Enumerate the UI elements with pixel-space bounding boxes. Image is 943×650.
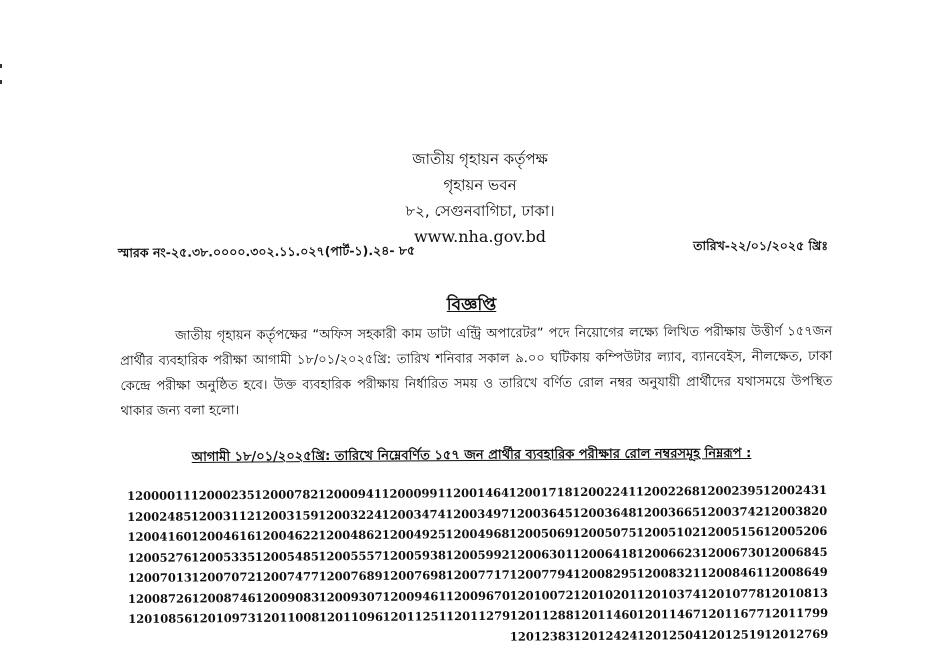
roll-number: 12010201	[573, 587, 638, 602]
roll-number: 12011460	[573, 607, 638, 623]
roll-subheading: আগামী ১৮/০১/২০২৫খ্রি: তারিখে নিম্নেবর্ণিত ১৫৭ জন প্রার্থীর ব্যবহারিক পরীক্ষার রোল নম্বরসমূহ নিম্নরূপ :	[191, 446, 752, 465]
roll-number: 12001718	[508, 485, 573, 500]
roll-number-table	[127, 480, 828, 650]
roll-number: 12007013	[127, 570, 192, 585]
roll-number: 12004622	[254, 528, 319, 543]
roll-number: 12005069	[508, 526, 574, 541]
roll-number: 12000235	[190, 487, 255, 503]
roll-number: 12003648	[572, 505, 637, 520]
notice-body-wrap	[120, 319, 833, 424]
roll-number: 12006845	[763, 544, 828, 559]
roll-number: 12003820	[763, 503, 828, 518]
roll-number: 12003474	[381, 506, 446, 522]
roll-number: 12008295	[572, 566, 638, 582]
roll-number: 12008726	[127, 590, 193, 606]
roll-number: 12005276	[127, 549, 192, 565]
roll-number	[192, 628, 256, 649]
roll-number	[446, 626, 510, 647]
roll-number: 12006730	[699, 544, 765, 560]
roll-number: 12004968	[445, 526, 510, 542]
roll-number: 12009670	[445, 588, 511, 603]
roll-number: 12002485	[127, 508, 192, 524]
roll-number: 12010856	[128, 611, 193, 626]
roll-number: 12002241	[572, 484, 637, 500]
roll-number: 12010813	[763, 585, 828, 600]
roll-number: 12005992	[445, 547, 510, 562]
roll-number: 12010374	[636, 586, 701, 602]
roll-number: 12005335	[191, 549, 256, 564]
scan-edge-mark	[0, 80, 2, 84]
roll-number: 12000991	[381, 486, 446, 501]
roll-number: 12005206	[763, 523, 828, 539]
building-name: গৃহায়ন ভবন	[443, 176, 517, 194]
roll-number: 12004925	[381, 527, 446, 542]
roll-number: 12010973	[191, 610, 256, 626]
roll-number: 12009083	[255, 589, 320, 605]
roll-number: 12002395	[699, 483, 764, 499]
roll-number: 12007689	[318, 568, 383, 584]
roll-number: 12007477	[254, 569, 320, 584]
roll-subheading-wrap	[0, 441, 943, 471]
website: www.nha.gov.bd	[413, 227, 547, 246]
roll-number: 12003224	[317, 507, 383, 522]
roll-number: 12012519	[700, 626, 765, 642]
roll-number: 12003159	[254, 507, 319, 523]
memo-date: তারিখ-২২/০১/২০২৫ খ্রিঃ	[693, 238, 828, 253]
roll-number: 12007717	[445, 567, 510, 583]
roll-number: 12012383	[509, 628, 574, 644]
roll-number: 12000011	[127, 488, 192, 503]
address: ৮২, সেগুনবাগিচা, ঢাকা।	[405, 202, 555, 220]
roll-number	[128, 629, 192, 650]
roll-number: 12009461	[382, 588, 447, 604]
roll-number: 12012424	[573, 628, 638, 643]
roll-number: 12007698	[382, 568, 447, 583]
scan-edge-mark	[0, 64, 2, 68]
roll-number: 12003645	[508, 505, 573, 521]
roll-number: 12003497	[445, 506, 510, 521]
roll-number: 12000782	[254, 487, 319, 502]
roll-number: 12001464	[444, 485, 510, 501]
roll-number: 12002268	[635, 484, 700, 499]
roll-number: 12009307	[318, 589, 383, 604]
roll-number: 12012504	[637, 627, 702, 643]
roll-number: 12005485	[254, 548, 319, 564]
roll-number: 12006301	[509, 546, 574, 562]
roll-number: 12007794	[509, 567, 574, 582]
roll-number: 12011799	[764, 605, 829, 621]
roll-number: 12011008	[255, 610, 320, 625]
roll-number: 12011677	[700, 606, 765, 622]
roll-number: 12008649	[763, 564, 828, 580]
roll-number: 12008746	[191, 590, 256, 605]
roll-number: 12011467	[636, 606, 701, 622]
roll-number: 12005557	[318, 548, 383, 563]
roll-number: 12012769	[764, 626, 829, 641]
letterhead	[310, 146, 650, 250]
roll-number: 12011279	[446, 608, 511, 624]
roll-number: 12011288	[509, 608, 574, 623]
notice-title: বিজ্ঞপ্তি	[446, 295, 497, 315]
org-name: জাতীয় গৃহায়ন কর্তৃপক্ষ	[412, 150, 548, 168]
roll-number: 12008321	[636, 565, 701, 581]
roll-number: 12005156	[699, 524, 764, 540]
roll-number: 12003112	[190, 508, 255, 523]
roll-number: 12006623	[636, 545, 701, 561]
roll-number: 12005102	[636, 525, 701, 540]
roll-number: 12004616	[190, 528, 256, 544]
roll-number: 12011096	[318, 609, 384, 625]
memo-ref: স্মারক নং-২৫.৩৮.০০০০.৩০২.১১.০২৭(পার্ট-১).২৪- ৮৫	[117, 242, 416, 261]
roll-number: 12000941	[317, 486, 382, 502]
roll-number: 12003665	[635, 504, 701, 520]
roll-number: 12007072	[191, 569, 256, 585]
roll-number: 12010072	[509, 587, 574, 603]
roll-number	[383, 627, 447, 648]
roll-number: 12005938	[381, 547, 447, 563]
roll-number: 12004160	[127, 529, 192, 544]
notice-body: জাতীয় গৃহায়ন কর্তৃপক্ষের “অফিস সহকারী কাম ডাটা এন্ট্রি অপারেটর” পদে নিয়োগের লক্ষ্যে লিখিত পরীক্ষায় উত্তীর্ণ ১৫৭জন প্রার্থীর ব্যবহারিক পরীক্ষা আগামী ১৮/০১/২০২৫খ্রি: তারিখ শনিবার সকাল ৯.০০ ঘটিকায় কম্পিউটার ল্যাব, ব্যানবেইস, নীলক্ষেত, ঢাকা কেন্দ্রে পরীক্ষা অনুষ্ঠিত হবে। উক্ত ব্যবহারিক পরীক্ষায় নির্ধারিত সময় ও তারিখে বর্ণিত রোল নম্বর অনুযায়ী প্রার্থীদের যথাসময়ে উপস্থিত থাকার জন্য বলা হলো।	[120, 324, 833, 419]
roll-number: 12010778	[700, 585, 765, 601]
roll-number	[319, 627, 383, 648]
notice-title-wrap	[0, 292, 943, 320]
roll-number: 12006418	[572, 546, 637, 561]
roll-number: 12005075	[572, 525, 637, 541]
roll-number: 12011251	[382, 609, 447, 624]
roll-number: 12008461	[700, 565, 765, 581]
roll-number: 12003742	[699, 503, 764, 519]
roll-number: 12002431	[762, 482, 828, 498]
roll-number: 12004862	[318, 527, 383, 543]
